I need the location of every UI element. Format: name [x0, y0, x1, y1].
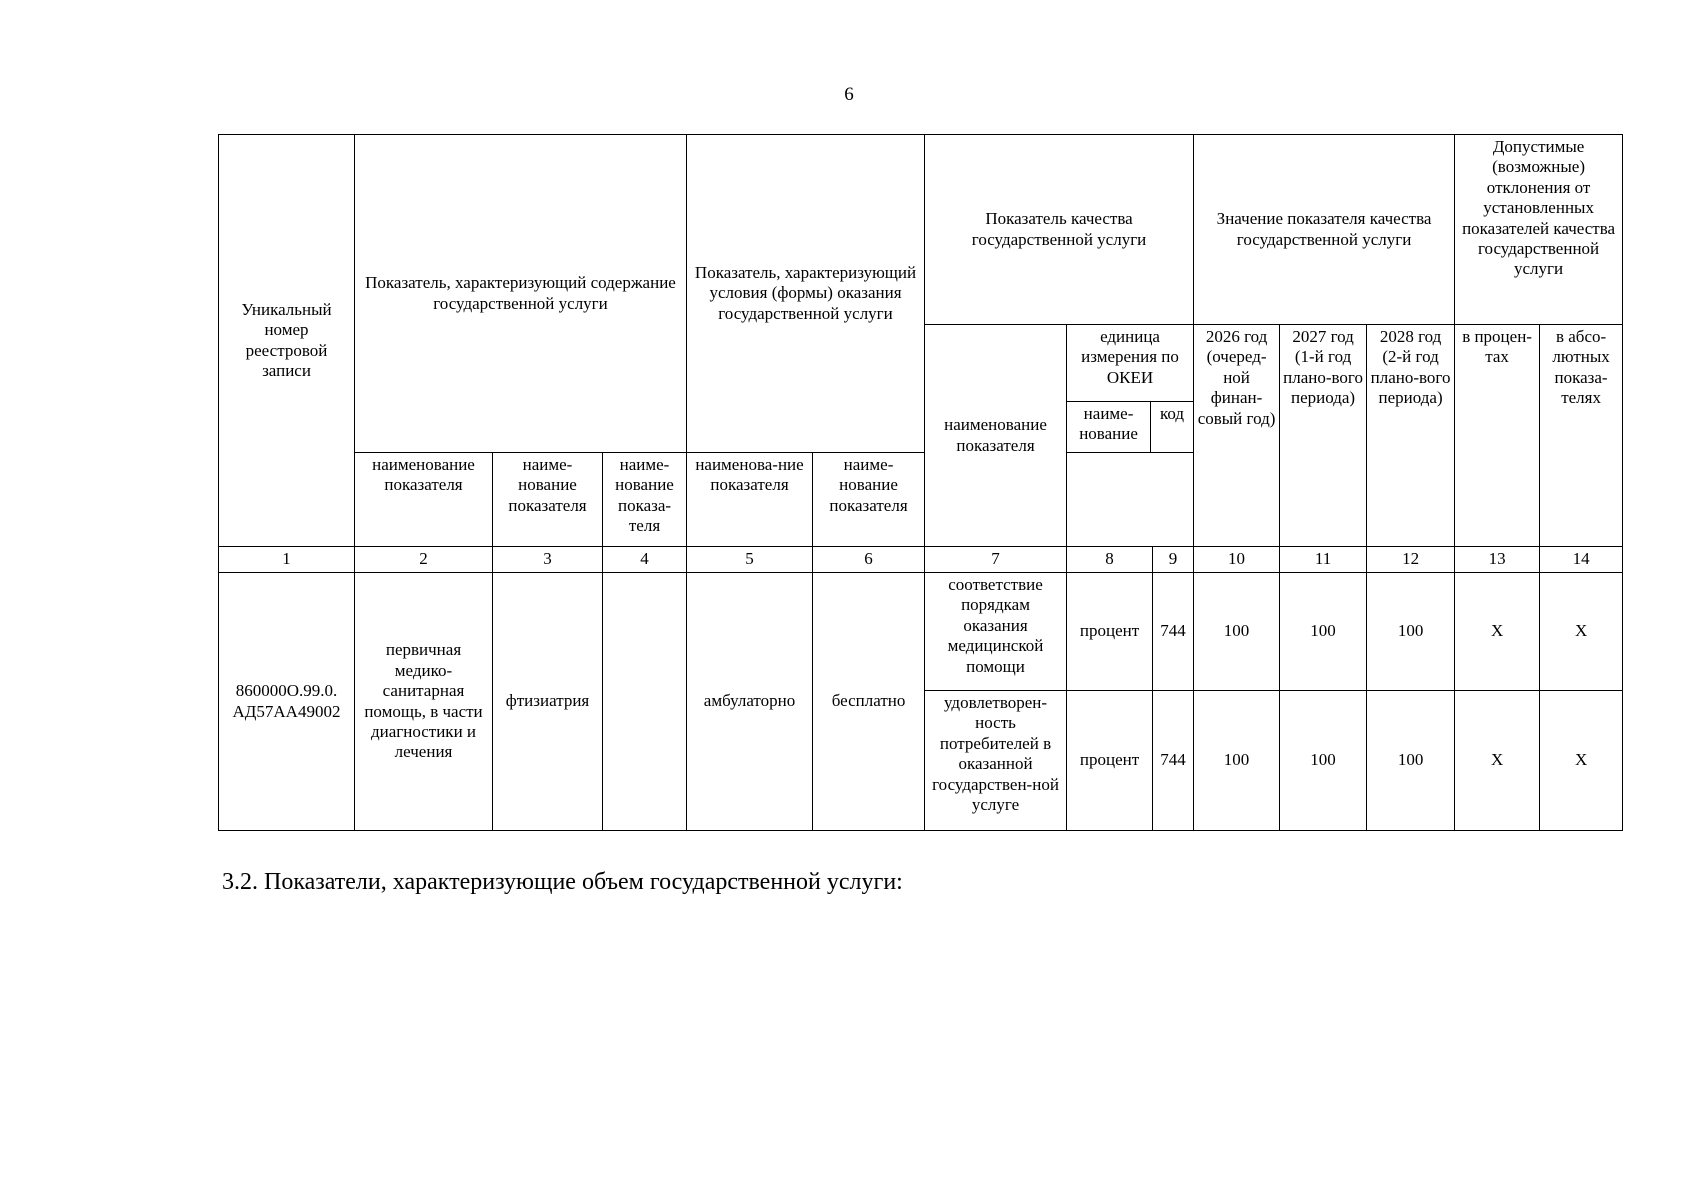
unit-group-label: единица измерения по ОКЕИ [1081, 327, 1179, 387]
column-number: 1 [219, 547, 355, 573]
section-title: 3.2. Показатели, характеризующие объем государственной услуги: [222, 869, 903, 895]
header-year-2027: 2027 год (1-й год плано-вого периода) [1280, 325, 1367, 547]
header-quality-group: Показатель качества государственной услуги [925, 135, 1194, 325]
column-numbers-row [219, 547, 1623, 573]
header-dev-percent: в процен-тах [1455, 325, 1540, 547]
column-number: 4 [603, 547, 687, 573]
header-conditions-1: наименова-ние показателя [687, 453, 813, 547]
unit-code: 744 [1153, 573, 1194, 691]
registry-number: 860000О.99.0. АД57АА49002 [219, 573, 355, 831]
header-content-3: наиме-нование показа-теля [603, 453, 687, 547]
header-unit-code: код [1160, 404, 1185, 423]
content-3-value [603, 573, 687, 831]
header-deviations-group: Допустимые (возможные) отклонения от установленных показателей качества государственной услуги [1455, 135, 1623, 325]
header-content-group: Показатель, характеризующий содержание государственной услуги [355, 135, 687, 453]
header-row-1 [219, 135, 1623, 325]
column-number: 3 [493, 547, 603, 573]
column-number: 5 [687, 547, 813, 573]
deviation-percent: Х [1455, 691, 1540, 831]
column-number: 9 [1153, 547, 1194, 573]
value-2027: 100 [1280, 691, 1367, 831]
value-2026: 100 [1194, 573, 1280, 691]
column-number: 2 [355, 547, 493, 573]
column-number: 12 [1367, 547, 1455, 573]
header-values-group: Значение показателя качества государственной услуги [1194, 135, 1455, 325]
page-number: 6 [844, 84, 854, 105]
content-1-value: первичная медико-санитарная помощь, в части диагностики и лечения [355, 573, 493, 831]
column-number: 7 [925, 547, 1067, 573]
conditions-2-value: бесплатно [813, 573, 925, 831]
unit-subheaders [1067, 401, 1193, 452]
header-content-1: наименование показателя [355, 453, 493, 547]
column-number: 6 [813, 547, 925, 573]
header-year-2028: 2028 год (2-й год плано-вого периода) [1367, 325, 1455, 547]
value-2028: 100 [1367, 691, 1455, 831]
unit-name: процент [1067, 573, 1153, 691]
conditions-1-value: амбулаторно [687, 573, 813, 831]
header-unique-number: Уникальный номер реестровой записи [219, 135, 355, 547]
value-2028: 100 [1367, 573, 1455, 691]
header-unit-name: наиме-нование [1067, 402, 1151, 452]
column-number: 11 [1280, 547, 1367, 573]
value-2027: 100 [1280, 573, 1367, 691]
header-conditions-group: Показатель, характеризующий условия (формы) оказания государственной услуги [687, 135, 925, 453]
content-2-value: фтизиатрия [493, 573, 603, 831]
quality-indicators-table [218, 134, 1623, 831]
column-number: 14 [1540, 547, 1623, 573]
indicator-name: соответствие порядкам оказания медицинской помощи [925, 573, 1067, 691]
deviation-absolute: Х [1540, 573, 1623, 691]
header-unit-group [1067, 325, 1194, 453]
unit-name: процент [1067, 691, 1153, 831]
deviation-percent: Х [1455, 573, 1540, 691]
header-dev-absolute: в абсо-лютных показа-телях [1540, 325, 1623, 547]
deviation-absolute: Х [1540, 691, 1623, 831]
header-year-2026: 2026 год (очеред-ной финан-совый год) [1194, 325, 1280, 547]
indicator-name: удовлетворен-ность потребителей в оказанной государствен-ной услуге [925, 691, 1067, 831]
unit-code: 744 [1153, 691, 1194, 831]
header-quality-name: наименование показателя [925, 325, 1067, 547]
column-number: 10 [1194, 547, 1280, 573]
header-conditions-2: наиме-нование показателя [813, 453, 925, 547]
value-2026: 100 [1194, 691, 1280, 831]
column-number: 8 [1067, 547, 1153, 573]
table-row [219, 573, 1623, 691]
column-number: 13 [1455, 547, 1540, 573]
header-content-2: наиме-нование показателя [493, 453, 603, 547]
